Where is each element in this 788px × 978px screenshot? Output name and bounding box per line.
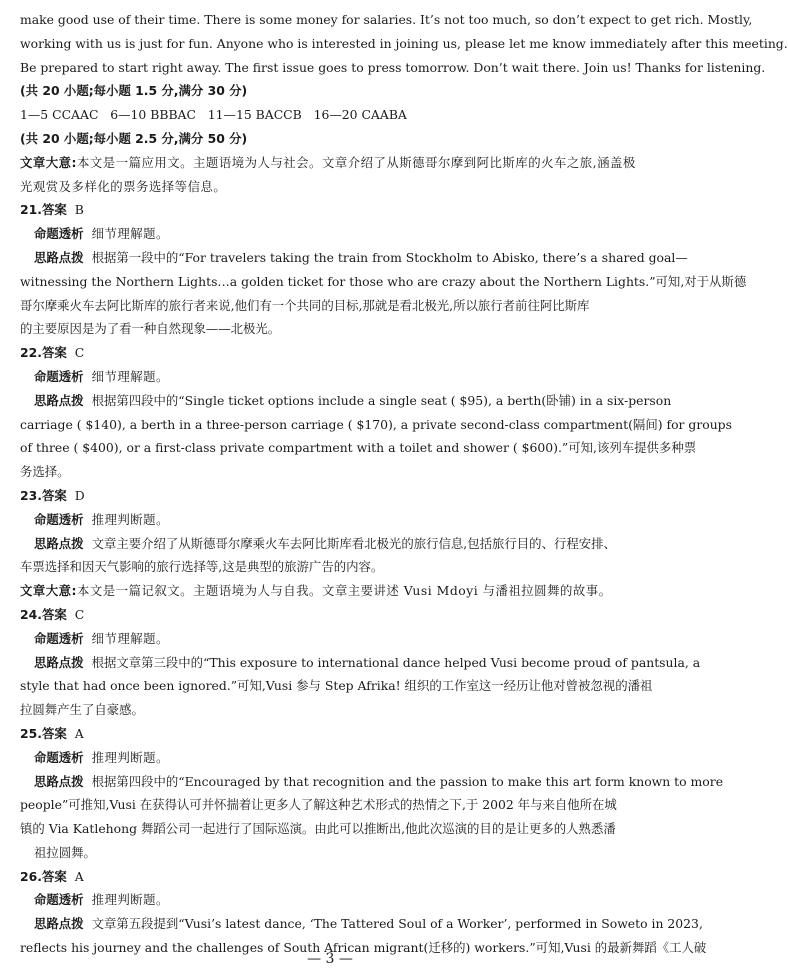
question-number: 22.	[20, 345, 42, 361]
type-value: 推理判断题。	[91, 511, 169, 527]
answer-value: A	[74, 868, 84, 884]
answer-block-24	[20, 603, 701, 722]
answer-label: 答案	[41, 345, 67, 361]
question-number: 21.	[20, 202, 42, 218]
answer-value: A	[74, 725, 84, 741]
tip-text: witnessing the Northern Lights…a golden ticket for those who are crazy about the Northern Lights.”可知,对于从斯德	[20, 273, 747, 289]
tip-text: 车票选择和因天气影响的旅行选择等,这是典型的旅游广告的内容。	[20, 559, 384, 575]
question-number: 23.	[20, 487, 42, 503]
type-label: 命题透析	[34, 226, 84, 242]
tip-text: 文章主要介绍了从斯德哥尔摩乘火车去阿比斯库看北极光的旅行信息,包括旅行目的、行程安排、	[91, 535, 616, 551]
summary-text: 本文是一篇记叙文。主题语境为人与自我。文章主要讲述 Vusi Mdoyi 与潘祖拉圆舞的故事。	[77, 583, 612, 599]
tip-text: 祖拉圆舞。	[34, 844, 96, 860]
summary-label: 文章大意:	[20, 154, 78, 170]
answer-block-21	[20, 198, 747, 341]
tip-text: 镇的 Via Katlehong 舞蹈公司一起进行了国际巡演。由此可以推断出,他此次巡演的目的是让更多的人熟悉潘	[20, 821, 616, 837]
tip-text: people”可推知,Vusi 在获得认可并怀揣着让更多人了解这种艺术形式的热情之下,于 2002 年与来自他所在城	[20, 797, 617, 813]
type-label: 命题透析	[34, 368, 84, 384]
answer-value: B	[74, 202, 84, 218]
answer-value: C	[74, 345, 85, 361]
answer-block-25	[20, 722, 724, 865]
summary-1	[20, 151, 644, 199]
tip-text: reflects his journey and the challenges of South African migrant(迁移的) workers.”可知,Vusi 的最新舞蹈《工人破	[20, 940, 707, 956]
summary-label: 文章大意:	[20, 583, 78, 599]
answer-label: 答案	[41, 487, 67, 503]
tip-text: carriage ( $140), a berth in a three-person carriage ( $170), a private second-class compartment(隔间) for groups	[20, 416, 732, 432]
tip-text: 拉圆舞产生了自豪感。	[20, 702, 144, 718]
tip-label: 思路点拨	[34, 916, 84, 932]
section1-answers: 1—5 CCAAC 6—10 BBBAC 11—15 BACCB 16—20 CAABA	[20, 107, 407, 123]
tip-text: 根据第四段中的“Encouraged by that recognition and the passion to make this art form known to more	[91, 773, 724, 789]
summary-2	[20, 579, 644, 603]
type-label: 命题透析	[34, 749, 84, 765]
tip-label: 思路点拨	[34, 249, 84, 265]
type-label: 命题透析	[34, 630, 84, 646]
tip-text: 哥尔摩乘火车去阿比斯库的旅行者来说,他们有一个共同的目标,那就是看北极光,所以旅行者前往阿比斯库	[20, 297, 590, 313]
answer-label: 答案	[41, 725, 67, 741]
tip-text: style that had once been ignored.”可知,Vusi 参与 Step Afrika! 组织的工作室这一经历让他对曾被忽视的潘祖	[20, 678, 653, 694]
question-number: 26.	[20, 868, 42, 884]
section2-header: (共 20 小题;每小题 2.5 分,满分 50 分)	[20, 130, 248, 146]
summary-text: 光观赏及多样化的票务选择等信息。	[20, 178, 227, 194]
type-value: 细节理解题。	[91, 630, 169, 646]
answer-value: D	[74, 487, 85, 503]
text-line: Be prepared to start right away. The first issue goes to press tomorrow. Don’t wait there. Join us! Thanks for listening.	[20, 59, 766, 75]
question-number: 24.	[20, 606, 42, 622]
tip-text: 根据第一段中的“For travelers taking the train from Stockholm to Abisko, there’s a shared goal—	[91, 249, 688, 265]
tip-text: 的主要原因是为了看一种自然现象——北极光。	[20, 321, 281, 337]
answer-label: 答案	[41, 202, 67, 218]
tip-text: 根据第四段中的“Single ticket options include a single seat ( $95), a berth(卧铺) in a six-person	[91, 392, 672, 408]
type-value: 细节理解题。	[91, 368, 169, 384]
question-number: 25.	[20, 725, 42, 741]
type-label: 命题透析	[34, 511, 84, 527]
type-value: 推理判断题。	[91, 892, 169, 908]
text-line: make good use of their time. There is some money for salaries. It’s not too much, so don’t expect to get rich. Mostly,	[20, 12, 753, 27]
top-paragraph	[20, 8, 788, 79]
tip-text: 务选择。	[20, 464, 70, 480]
tip-text: 文章第五段提到“Vusi’s latest dance, ‘The Tattered Soul of a Worker’, performed in Soweto in 2023,	[91, 916, 703, 932]
answer-block-22	[20, 341, 732, 484]
text-line: working with us is just for fun. Anyone who is interested in joining us, please let me know immediately after this meeting.	[20, 35, 788, 51]
type-label: 命题透析	[34, 892, 84, 908]
answer-block-23	[20, 484, 644, 579]
type-value: 细节理解题。	[91, 226, 169, 242]
page-number: — 3 —	[307, 951, 353, 967]
summary-text: 本文是一篇应用文。主题语境为人与社会。文章介绍了从斯德哥尔摩到阿比斯库的火车之旅,涵盖极	[77, 154, 636, 170]
type-value: 推理判断题。	[91, 749, 169, 765]
tip-text: of three ( $400), or a first-class private compartment with a toilet and shower ( $600).”可知,该列车提供多种票	[20, 440, 697, 456]
answer-value: C	[74, 606, 85, 622]
answer-label: 答案	[41, 606, 67, 622]
answer-label: 答案	[41, 868, 67, 884]
tip-text: 根据文章第三段中的“This exposure to international dance helped Vusi become proud of pantsula, a	[91, 654, 701, 670]
answer-block-26	[20, 865, 707, 960]
tip-label: 思路点拨	[34, 654, 84, 670]
section1-header: (共 20 小题;每小题 1.5 分,满分 30 分)	[20, 83, 248, 99]
tip-label: 思路点拨	[34, 392, 84, 408]
tip-label: 思路点拨	[34, 773, 84, 789]
tip-label: 思路点拨	[34, 535, 84, 551]
